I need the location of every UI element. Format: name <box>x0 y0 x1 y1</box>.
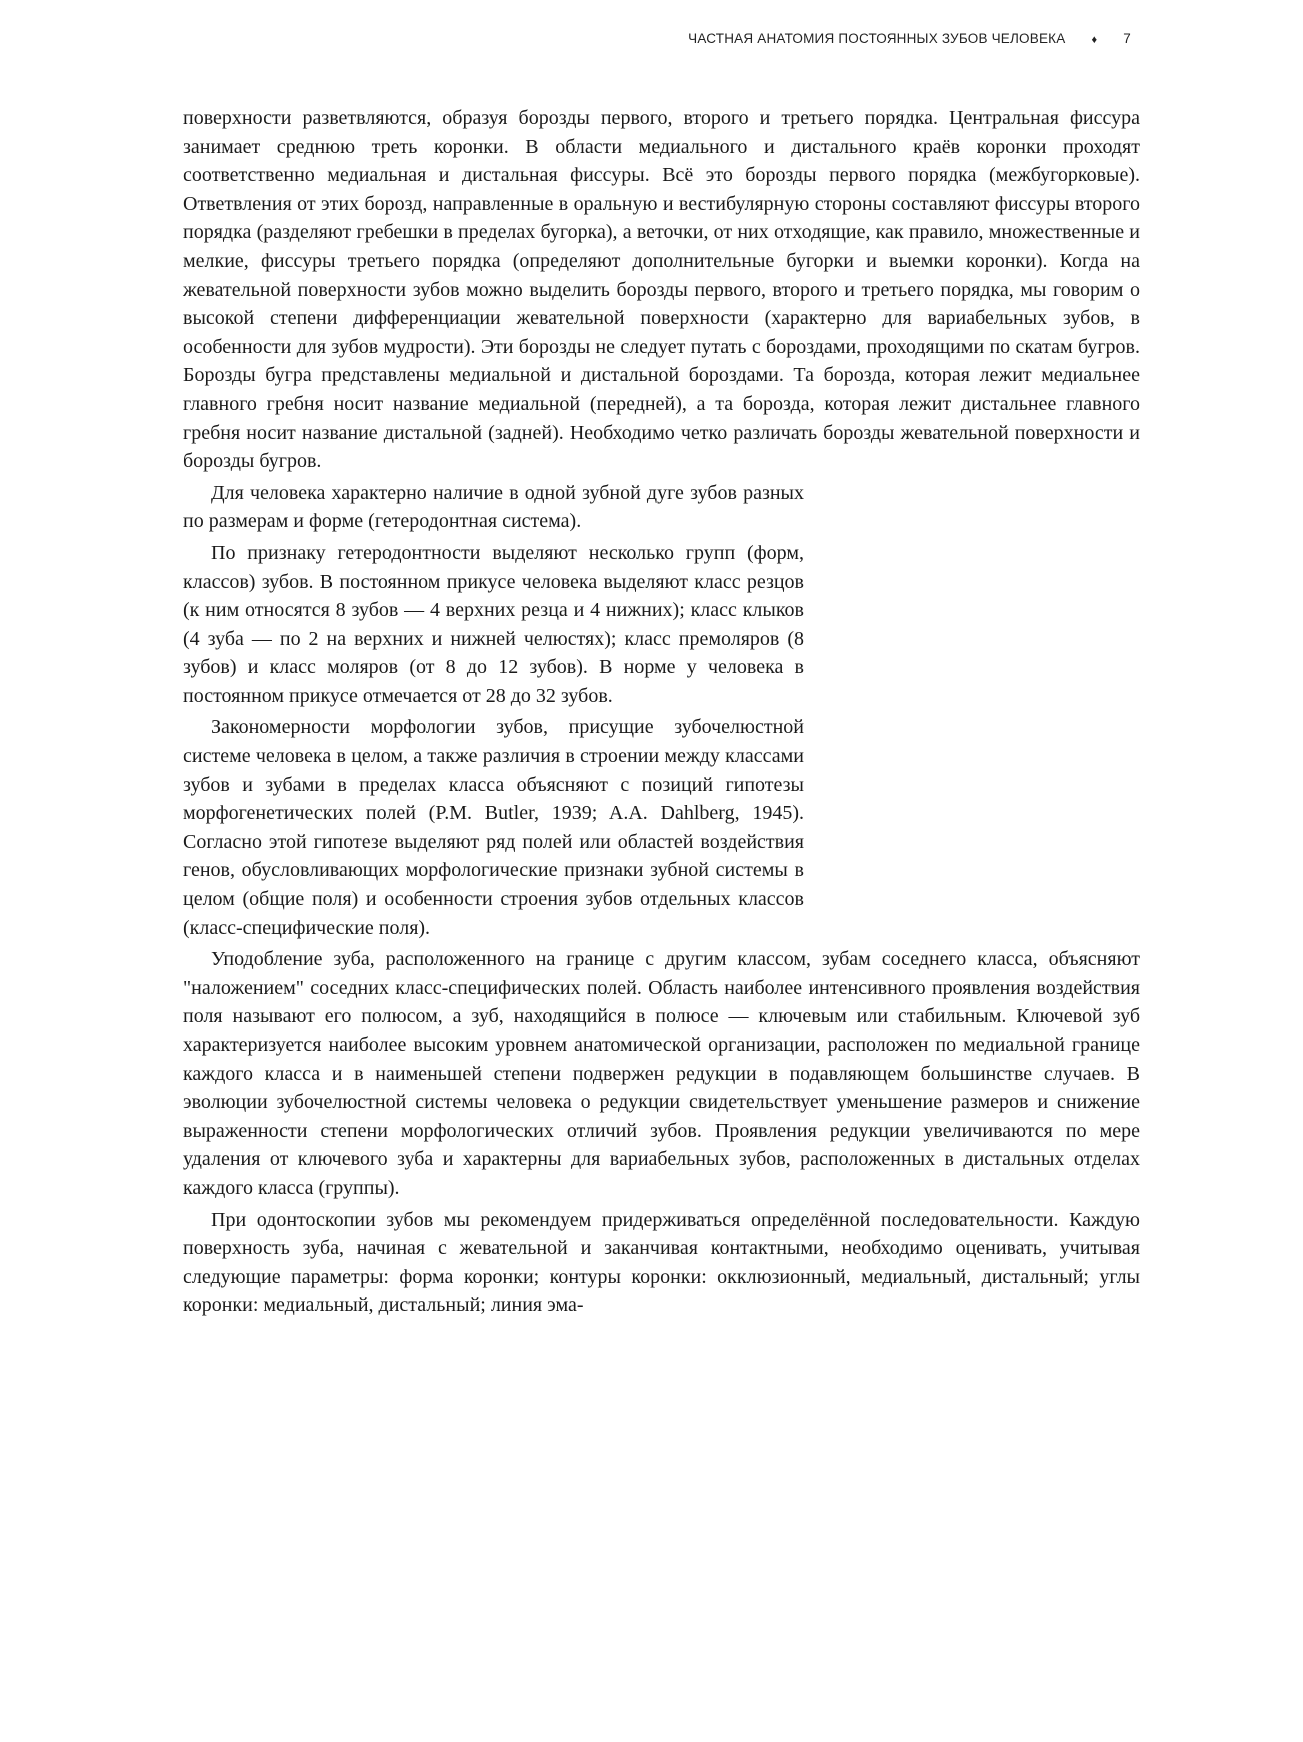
paragraph-morphogenetic-fields: Закономерности морфологии зубов, присущие зубочелюстной системе человека в целом, а также различия в строении между классами зубов и зубами в пределах класса объясняют с позиций гипотезы морфогенетических полей (P.M. Butler, 1939; A.A. Dahlberg, 1945). Согласно этой гипотезе выделяют ряд полей или областей воздействия генов, обусловливающих морфологические признаки зубной системы в целом (общие поля) и особенности строения зубов отдельных классов (класс-специфические поля). <box>183 716 804 939</box>
running-head <box>688 31 1131 46</box>
page-number: 7 <box>1123 31 1131 46</box>
paragraph-key-tooth: Уподобление зуба, расположенного на границе с другим классом, зубам соседнего класса, объясняют "наложением" соседних класс-специфических полей. Область наиболее интенсивного проявления воздействия поля называют его полюсом, а зуб, находящийся в полюсе — ключевым или стабильным. Ключевой зуб характеризуется наиболее высоким уровнем анатомической организации, расположен по медиальной границе каждого класса и в наименьшей степени подвержен редукции в подавляющем большинстве случаев. В эволюции зубочелюстной системы человека о редукции свидетельствует уменьшение размеров и снижение выраженности степени морфологических отличий зубов. Проявления редукции увеличиваются по мере удаления от ключевого зуба и характерны для вариабельных зубов, расположенных в дистальных отделах каждого класса (группы). <box>183 948 1140 1199</box>
paragraph-heterodont: Для человека характерно наличие в одной зубной дуге зубов разных по размерам и форме (гетеродонтная система). <box>183 481 804 533</box>
diamond-separator-icon: ♦ <box>1091 34 1098 46</box>
figure-space <box>804 479 1140 941</box>
paragraph-fissures: поверхности разветвляются, образуя борозды первого, второго и третьего порядка. Центральная фиссура занимает среднюю треть коронки. В области медиального и дистального краёв коронки проходят соответственно медиальная и дистальная фиссуры. Всё это борозды первого порядка (межбугорковые). Ответвления от этих борозд, направленные в оральную и вестибулярную стороны составляют фиссуры второго порядка (разделяют гребешки в пределах бугорка), а веточки, от них отходящие, как правило, множественные и мелкие, фиссуры третьего порядка (определяют дополнительные бугорки и выемки коронки). Когда на жевательной поверхности зубов можно выделить борозды первого, второго и третьего порядка, мы говорим о высокой степени дифференциации жевательной поверхности (характерно для вариабельных зубов, в особенности для зубов мудрости). Эти борозды не следует путать с бороздами, проходящими по скатам бугров. Борозды бугра представлены медиальной и дистальной бороздами. Та борозда, которая лежит медиальнее главного гребня носит название медиальной (передней), а та борозда, которая лежит дистальнее главного гребня носит название дистальной (задней). Необходимо четко различать борозды жевательной поверхности и борозды бугров. <box>183 107 1140 473</box>
paragraph-tooth-classes: По признаку гетеродонтности выделяют несколько групп (форм, классов) зубов. В постоянном прикусе человека выделяют класс резцов (к ним относятся 8 зубов — 4 верхних резца и 4 нижних); класс клыков (4 зуба — по 2 на верхних и нижней челюстях); класс премоляров (8 зубов) и класс моляров (от 8 до 12 зубов). В норме у человека в постоянном прикусе отмечается от 28 до 32 зубов. <box>183 541 804 707</box>
paragraph-odontoscopy: При одонтоскопии зубов мы рекомендуем придерживаться определённой последовательности. Каждую поверхность зуба, начиная с жевательной и заканчивая контактными, необходимо оценивать, учитывая следующие параметры: форма коронки; контуры коронки: окклюзионный, медиальный, дистальный; углы коронки: медиальный, дистальный; линия эма- <box>183 1208 1140 1317</box>
running-title: ЧАСТНАЯ АНАТОМИЯ ПОСТОЯННЫХ ЗУБОВ ЧЕЛОВЕКА <box>688 31 1066 46</box>
text-body <box>183 104 1140 1323</box>
